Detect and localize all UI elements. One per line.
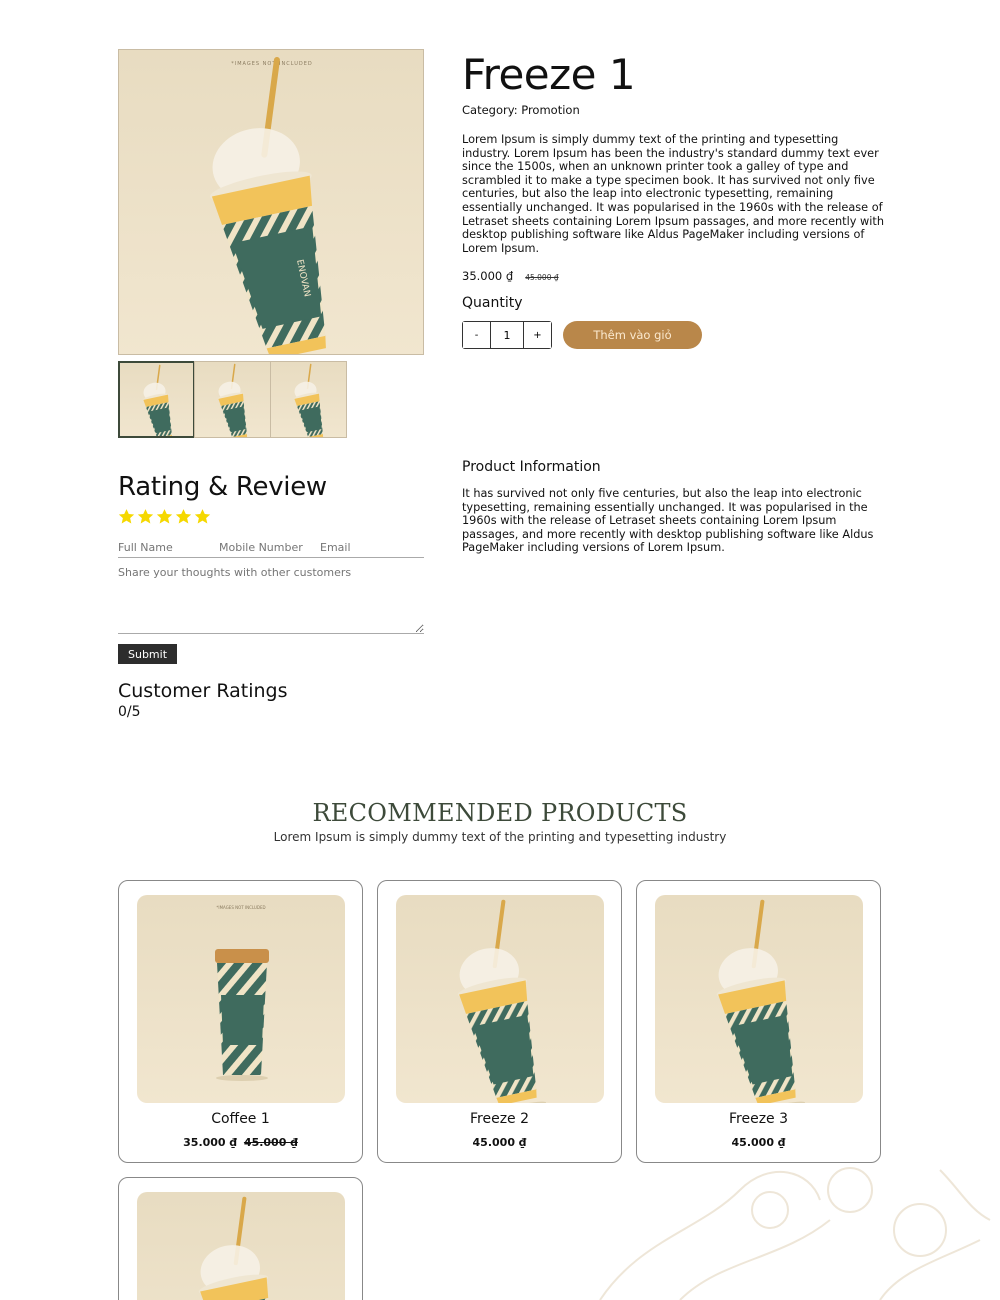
full-name-field[interactable]: [118, 541, 219, 554]
product-card-image: [396, 895, 604, 1103]
customer-ratings-heading: Customer Ratings: [118, 680, 288, 702]
thumbnail-3[interactable]: [270, 361, 347, 438]
thumbnail-2[interactable]: [194, 361, 271, 438]
rating-review-section: [118, 472, 424, 720]
quantity-label: Quantity: [462, 295, 523, 312]
product-card-current-price: 45.000 ₫: [731, 1136, 786, 1149]
product-card-image: [137, 895, 345, 1103]
product-information-section: [462, 459, 887, 555]
submit-review-button[interactable]: Submit: [118, 644, 177, 664]
product-card-image: [655, 895, 863, 1103]
mobile-number-field[interactable]: [219, 541, 320, 554]
thumbnail-strip: [118, 361, 346, 438]
product-card-old-price: 45.000 ₫: [243, 1136, 298, 1149]
thumbnail-1[interactable]: [118, 361, 195, 438]
product-card-coffee-1[interactable]: [118, 880, 363, 1163]
product-card-price: [378, 1136, 621, 1149]
rating-review-heading: Rating & Review: [118, 472, 327, 502]
quantity-row: [462, 321, 887, 349]
product-category: Category: Promotion: [462, 103, 580, 117]
product-card-price: [119, 1136, 362, 1149]
product-prices: [462, 269, 887, 283]
star-icon[interactable]: [137, 508, 154, 525]
floral-background: [580, 1150, 1000, 1300]
product-card-freeze-2[interactable]: [377, 880, 622, 1163]
product-title: Freeze 1: [462, 50, 636, 99]
product-card-current-price: 45.000 ₫: [472, 1136, 527, 1149]
current-price: 35.000 ₫: [462, 269, 514, 284]
product-card-current-price: 35.000 ₫: [183, 1136, 238, 1149]
increase-quantity-button[interactable]: +: [524, 322, 551, 348]
customer-ratings-score: 0/5: [118, 704, 141, 720]
decrease-quantity-button[interactable]: -: [463, 322, 490, 348]
review-fields: [118, 537, 424, 558]
star-icon[interactable]: [194, 508, 211, 525]
product-card-name: Freeze 2: [469, 1111, 530, 1127]
product-info: [462, 52, 887, 349]
star-icon[interactable]: [156, 508, 173, 525]
email-field[interactable]: [320, 541, 420, 554]
product-information-text: It has survived not only five centuries, but also the leap into electronic typesetting, remaining essentially unchanged. It was popularised in the 1960s with the release of Letraset sheets containing Lorem Ipsum passages, and more recently with desktop publishing software like Aldus PageMaker including versions of Lorem Ipsum.: [462, 487, 874, 555]
product-card-name: Coffee 1: [211, 1111, 270, 1127]
product-card-partial[interactable]: [118, 1177, 363, 1300]
cup-brand: ENOVAN: [294, 258, 312, 298]
product-main-image: [118, 49, 424, 355]
product-card-freeze-3[interactable]: [636, 880, 881, 1163]
quantity-input[interactable]: [490, 322, 524, 348]
star-icon[interactable]: [118, 508, 135, 525]
star-icon[interactable]: [175, 508, 192, 525]
review-textarea[interactable]: [118, 562, 424, 634]
star-rating: [118, 508, 424, 525]
product-information-heading: Product Information: [462, 459, 601, 475]
product-card-price: [637, 1136, 880, 1149]
product-card-name: Freeze 3: [728, 1111, 789, 1127]
old-price: 45.000 ₫: [525, 273, 559, 283]
recommended-heading: RECOMMENDED PRODUCTS: [312, 799, 688, 827]
product-card-image: [137, 1192, 345, 1300]
quantity-stepper: [462, 321, 552, 349]
image-caption: *IMAGES NOT INCLUDED: [231, 61, 313, 67]
image-caption: *IMAGES NOT INCLUDED: [216, 905, 266, 910]
recommended-subheading: Lorem Ipsum is simply dummy text of the printing and typesetting industry: [273, 830, 727, 844]
product-description: Lorem Ipsum is simply dummy text of the printing and typesetting industry. Lorem Ipsum has been the industry's standard dummy text ever since the 1500s, when an unknown printer took a galley of type and scrambled it to make a type specimen book. It has survived not only five centuries, but also the leap into electronic typesetting, remaining essentially unchanged. It was popularised in the 1960s with the release of Letraset sheets containing Lorem Ipsum passages, and more recently with desktop publishing software like Aldus PageMaker including versions of Lorem Ipsum.: [462, 133, 884, 255]
add-to-cart-button[interactable]: Thêm vào giỏ: [563, 321, 702, 349]
